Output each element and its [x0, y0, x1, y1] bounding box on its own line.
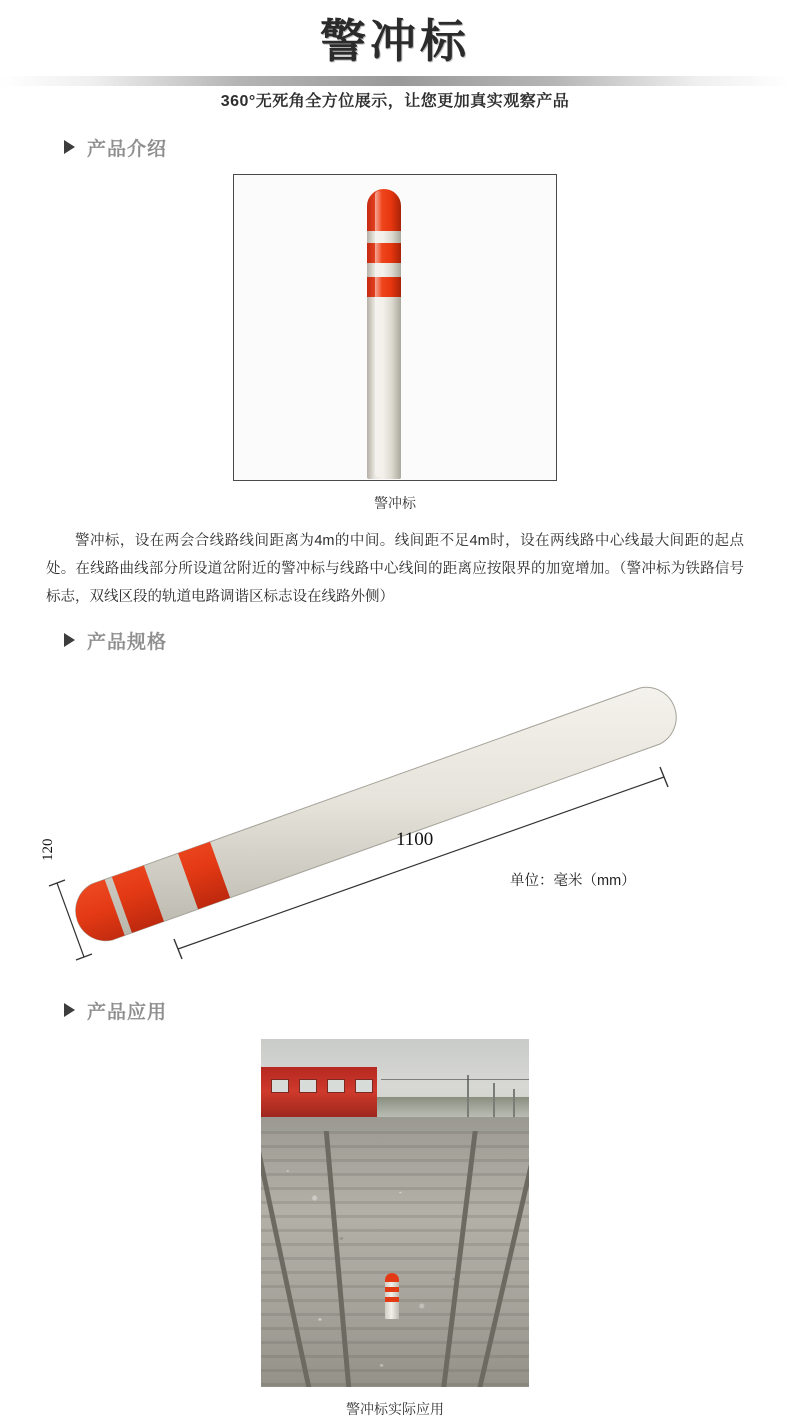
train-window — [355, 1079, 373, 1093]
warning-post-illustration — [361, 189, 407, 479]
section-header-spec — [0, 625, 790, 655]
post-body — [367, 189, 401, 479]
banner-divider — [0, 76, 790, 86]
triangle-right-icon — [64, 140, 75, 154]
triangle-right-icon — [64, 1003, 75, 1017]
post-highlight — [375, 191, 382, 477]
train-window — [271, 1079, 289, 1093]
section-header-application — [0, 995, 790, 1025]
installed-warning-post — [385, 1273, 399, 1319]
spec-diagram — [0, 661, 790, 981]
post-red-band-2 — [367, 277, 401, 297]
application-photo — [261, 1039, 529, 1387]
application-image-wrap — [0, 1039, 790, 1387]
application-image-caption: 警冲标实际应用 — [346, 1401, 444, 1417]
spec-drawing-svg — [0, 661, 790, 981]
section-title-spec: 产品规格 — [87, 631, 168, 653]
catenary-wire — [381, 1079, 529, 1080]
section-title-application: 产品应用 — [87, 1001, 168, 1023]
product-photo — [233, 174, 557, 481]
page-subtitle: 360°无死角全方位展示，让您更加真实观察产品 — [220, 93, 570, 110]
intro-image-caption: 警冲标 — [374, 495, 416, 511]
intro-paragraph: 警冲标，设在两会合线路线间距离为4m的中间。线间距不足4m时，设在两线路中心线最大间距的起点处。在线路曲线部分所设道岔附近的警冲标与线路中心线间的距离应按限界的加宽增加。（警冲标为铁路信号标志，双线区段的轨道电路调谐区标志设在线路外侧） — [46, 533, 744, 605]
post-red-band-2 — [385, 1297, 399, 1302]
train-window — [327, 1079, 345, 1093]
train-window — [299, 1079, 317, 1093]
post-red-cap — [367, 189, 401, 231]
post-red-cap — [385, 1273, 399, 1282]
dimension-diameter-label: 120 — [40, 838, 56, 861]
post-red-band-1 — [367, 243, 401, 263]
page-title: 警冲标 — [320, 14, 470, 68]
page-banner — [0, 0, 790, 118]
triangle-right-icon — [64, 633, 75, 647]
intro-image-wrap — [0, 174, 790, 481]
dimension-length-label: 1100 — [396, 829, 434, 850]
section-header-intro — [0, 132, 790, 162]
unit-note: 单位：毫米（mm） — [510, 873, 636, 889]
post-red-band-1 — [385, 1287, 399, 1292]
section-title-intro: 产品介绍 — [87, 138, 168, 160]
